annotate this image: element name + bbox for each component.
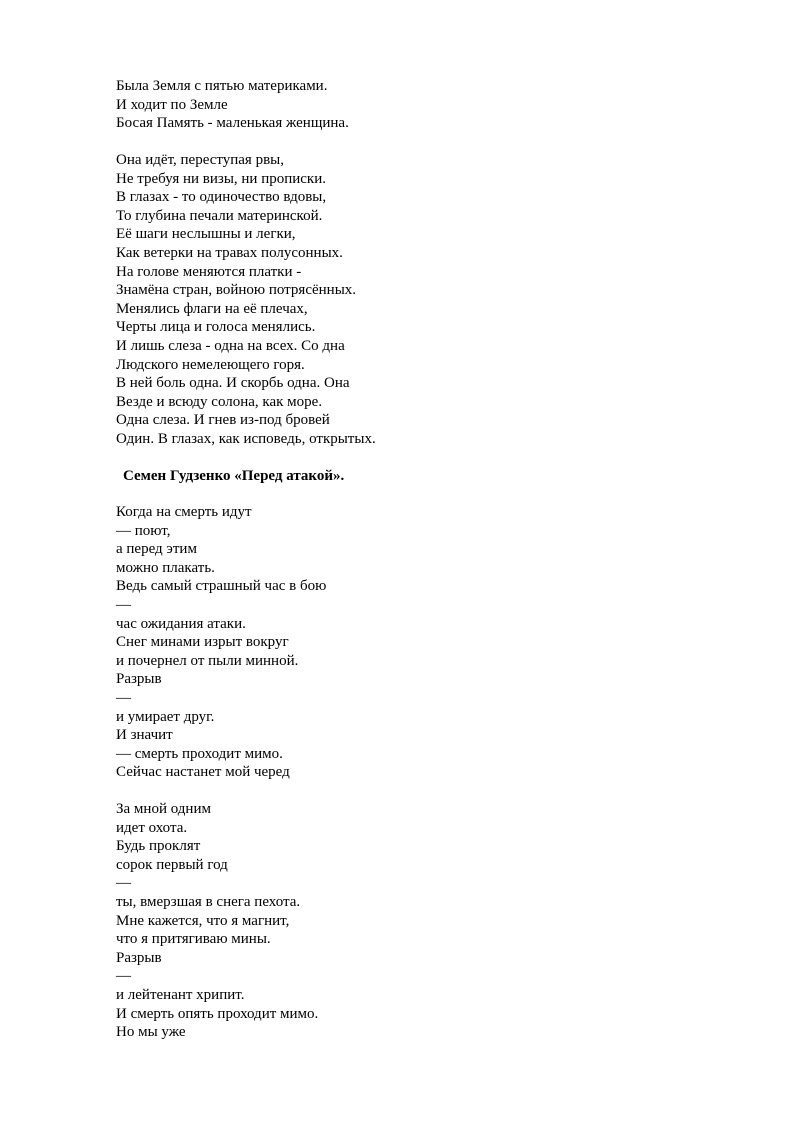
poem-line: За мной одним (116, 801, 211, 817)
poem-line: В ней боль одна. И скорбь одна. Она (116, 375, 350, 392)
poem-line: Босая Память - маленькая женщина. (116, 115, 349, 132)
poem-line: Разрыв (116, 949, 162, 966)
poem-line: Сейчас настанет мой черед (116, 764, 290, 781)
poem-line: На голове меняются платки - (116, 263, 302, 280)
poem-line: и почернел от пыли минной. (116, 652, 299, 669)
poem-line: — (116, 968, 131, 985)
poem-line: ты, вмерзшая в снега пехота. (116, 893, 301, 910)
poem-line: И значит (116, 727, 173, 744)
poem-line: То глубина печали материнской. (116, 207, 323, 224)
poem-line: Знамёна стран, войною потрясённых. (116, 282, 357, 299)
poem-line: — (116, 689, 131, 706)
poem-line: И лишь слеза - одна на всех. Со дна (116, 337, 345, 354)
poem-stanza (116, 800, 318, 1042)
poem-line: Мне кажется, что я магнит, (116, 912, 290, 929)
poem-line: Как ветерки на травах полусонных. (116, 244, 343, 261)
poem-line: Разрыв (116, 671, 162, 688)
poem-line: Людского немелеющего горя. (116, 356, 305, 373)
poem-line: и лейтенант хрипит. (116, 986, 245, 1003)
poem-title: Семен Гудзенко «Перед атакой». (123, 468, 345, 484)
poem-line: Ведь самый страшный час в бою (116, 578, 327, 595)
poem-line: а перед этим (116, 541, 197, 558)
poem-line: Будь проклят (116, 838, 201, 855)
poem-line: Один. В глазах, как исповедь, открытых. (116, 430, 376, 447)
poem-stanza (116, 77, 349, 133)
poem-line: — (116, 875, 131, 892)
poem-stanza (116, 503, 326, 782)
poem-line: В глазах - то одиночество вдовы, (116, 189, 327, 206)
poem-line: Снег минами изрыт вокруг (116, 634, 289, 651)
poem-line: Была Земля с пятью материками. (116, 78, 328, 94)
poem-line: Везде и всюду солона, как море. (116, 393, 323, 410)
poem-line: Не требуя ни визы, ни прописки. (116, 170, 326, 187)
poem-line: — поют, (116, 522, 171, 539)
poem-line: идет охота. (116, 819, 188, 836)
poem-line: Черты лица и голоса менялись. (116, 319, 316, 336)
poem-line: сорок первый год (116, 856, 228, 873)
poem-stanza (116, 151, 376, 449)
poem-line: — смерть проходит мимо. (116, 745, 283, 762)
poem-line: и умирает друг. (116, 708, 215, 725)
poem-line: Она идёт, переступая рвы, (116, 152, 284, 168)
poem-line: Её шаги неслышны и легки, (116, 226, 296, 243)
poem-line: И ходит по Земле (116, 96, 228, 113)
poem-line: И смерть опять проходит мимо. (116, 1005, 319, 1022)
poem-line: что я притягиваю мины. (116, 931, 271, 948)
poem-line: можно плакать. (116, 559, 215, 576)
poem-line: Одна слеза. И гнев из-под бровей (116, 412, 330, 429)
poem-line: Когда на смерть идут (116, 504, 252, 520)
poem-line: — (116, 596, 131, 613)
poem-line: Менялись флаги на её плечах, (116, 300, 308, 317)
poem-line: Но мы уже (116, 1024, 186, 1041)
poem-line: час ожидания атаки. (116, 615, 246, 632)
